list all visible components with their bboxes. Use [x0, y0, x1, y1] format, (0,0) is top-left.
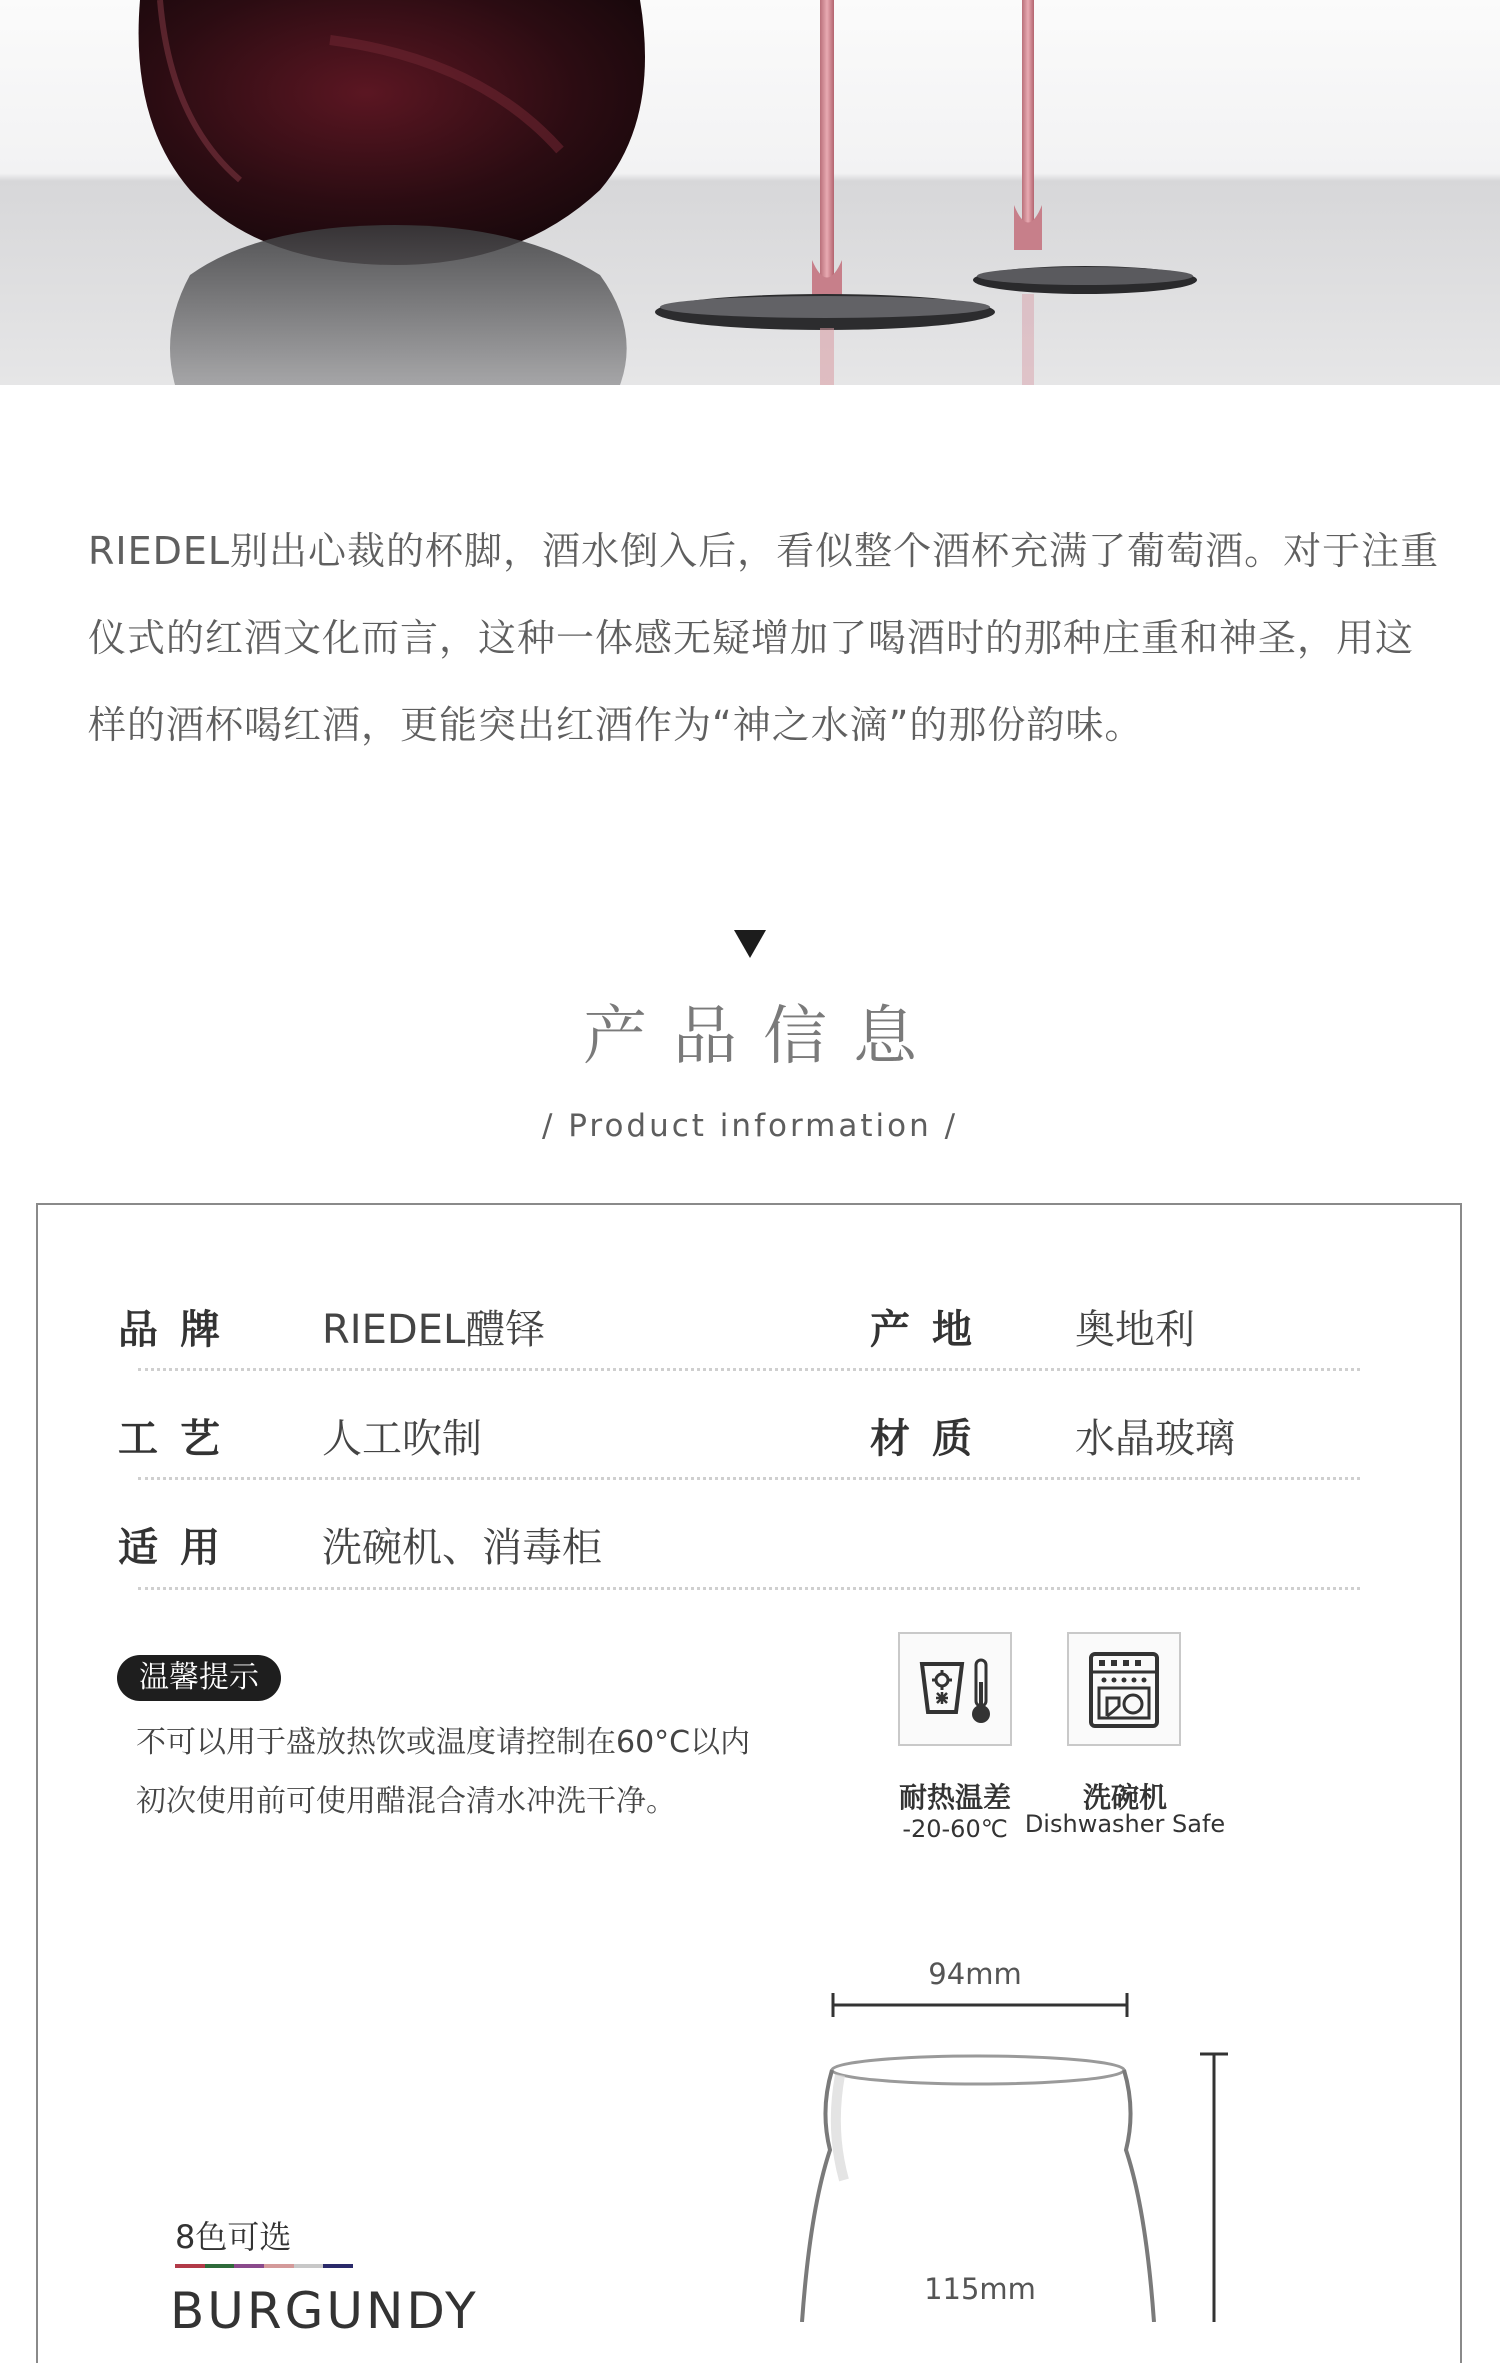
color-swatch	[234, 2264, 264, 2268]
origin-value: 奥地利	[1075, 1307, 1195, 1353]
heat-resistant-range: -20-60℃	[902, 1815, 1008, 1843]
heat-resistant-icon	[898, 1632, 1012, 1746]
section-subtitle: / Product information /	[541, 1108, 959, 1144]
use-value: 洗碗机、消毒柜	[322, 1525, 602, 1571]
heat-resistant-caption: 耐热温差	[898, 1781, 1011, 1814]
section-title: 产品信息	[583, 1000, 943, 1074]
color-swatch	[294, 2264, 324, 2268]
height-dimension-label: 115mm	[924, 2272, 1036, 2306]
color-swatch	[323, 2264, 353, 2268]
dishwasher-caption: 洗碗机	[1082, 1781, 1167, 1814]
tips-badge: 温馨提示	[117, 1655, 281, 1701]
hero-photo	[0, 0, 1500, 385]
color-options-label: 8色可选	[175, 2218, 292, 2256]
origin-label: 产地	[870, 1307, 994, 1353]
material-value: 水晶玻璃	[1075, 1416, 1235, 1462]
down-arrow-icon	[734, 930, 766, 960]
width-dimension-label: 94mm	[928, 1957, 1022, 1991]
craft-label: 工艺	[118, 1416, 242, 1462]
tip-line-1: 不可以用于盛放热饮或温度请控制在60°C以内	[136, 1725, 751, 1760]
material-label: 材质	[870, 1416, 994, 1462]
color-swatch	[175, 2264, 205, 2268]
dishwasher-safe-label: Dishwasher Safe	[1024, 1810, 1226, 1838]
use-label: 适用	[118, 1525, 242, 1571]
color-swatch-bar	[175, 2264, 353, 2268]
wine-glasses-illustration	[0, 0, 1500, 385]
tip-line-2: 初次使用前可使用醋混合清水冲洗干净。	[136, 1784, 676, 1819]
color-swatch	[264, 2264, 294, 2268]
dishwasher-icon	[1067, 1632, 1181, 1746]
brand-value: RIEDEL醴铎	[322, 1307, 546, 1353]
brand-label: 品牌	[118, 1307, 242, 1353]
width-dimension-line	[825, 1990, 1135, 2020]
intro-paragraph: RIEDEL别出心裁的杯脚，酒水倒入后，看似整个酒杯充满了葡萄酒。对于注重仪式的红酒文化而言，这种一体感无疑增加了喝酒时的那种庄重和神圣，用这样的酒杯喝红酒，更能突出红酒作为“神之水滴”的那份韵味。	[88, 529, 1440, 747]
row-divider	[138, 1477, 1360, 1480]
variant-name: BURGUNDY	[170, 2282, 479, 2340]
row-divider	[138, 1368, 1360, 1371]
craft-value: 人工吹制	[322, 1416, 482, 1462]
color-swatch	[205, 2264, 235, 2268]
row-divider	[138, 1587, 1360, 1590]
